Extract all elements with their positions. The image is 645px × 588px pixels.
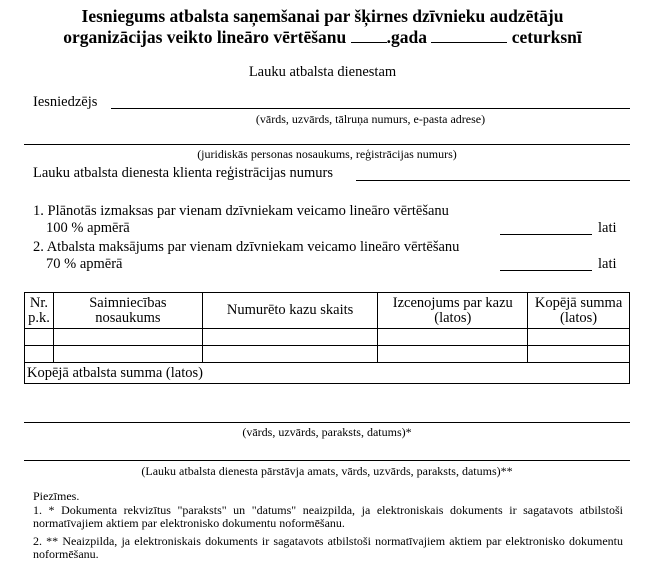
item-2-unit: lati [598, 256, 617, 272]
applicant-name-field[interactable] [111, 108, 630, 109]
officer-signature-field[interactable] [24, 460, 630, 461]
item-1-line-2: 100 % apmērā [46, 220, 130, 236]
signature-caption-1: (vārds, uzvārds, paraksts, datums)* [242, 425, 412, 439]
table-row [25, 329, 630, 346]
signature-caption-2: (Lauku atbalsta dienesta pārstāvja amats, vārds, uzvārds, paraksts, datums)** [141, 464, 513, 478]
applicant-caption-1: (vārds, uzvārds, tālruņa numurs, e-pasta adrese) [255, 112, 486, 126]
cell-nr[interactable] [25, 346, 54, 363]
goats-table [24, 292, 630, 384]
total-support-label: Kopējā atbalsta summa (latos) [27, 364, 203, 381]
addressee: Lauku atbalsta dienestam [248, 64, 397, 80]
quarter-year-blank[interactable] [351, 28, 387, 43]
item-1-amount-field[interactable] [500, 234, 592, 235]
table-total-row [25, 363, 630, 384]
client-reg-field[interactable] [356, 180, 630, 181]
header-farm-name: Saimniecības nosaukums [53, 293, 202, 329]
title-text-a: organizācijas veikto lineāro vērtēšanu [63, 27, 347, 47]
title-text-b: .gada [386, 27, 428, 47]
form-title-line-1: Iesniegums atbalsta saņemšanai par šķirnes dzīvnieku audzētāju [81, 6, 564, 26]
item-2-line-2: 70 % apmērā [46, 256, 123, 272]
cell-farm-name[interactable] [53, 329, 202, 346]
cell-total[interactable] [528, 346, 630, 363]
client-reg-label: Lauku atbalsta dienesta klienta reģistrācijas numurs [33, 165, 333, 181]
applicant-caption-2: (juridiskās personas nosaukums, reģistrācijas numurs) [197, 147, 457, 161]
cell-goat-count[interactable] [202, 346, 378, 363]
applicant-label: Iesniedzējs [33, 94, 98, 110]
item-2-amount-field[interactable] [500, 270, 592, 271]
item-1-line-1: 1. Plānotās izmaksas par vienam dzīvniekam veicamo lineāro vērtēšanu [33, 203, 449, 219]
cell-price[interactable] [378, 346, 528, 363]
item-2-line-1: 2. Atbalsta maksājums par vienam dzīvniekam veicamo lineāro vērtēšanu [33, 239, 460, 255]
cell-price[interactable] [378, 329, 528, 346]
notes-heading: Piezīmes. [33, 489, 80, 503]
header-total-sum: Kopējā summa (latos) [528, 293, 630, 329]
cell-farm-name[interactable] [53, 346, 202, 363]
form-title-line-2 [0, 27, 645, 47]
table-row [25, 346, 630, 363]
item-1-unit: lati [598, 220, 617, 236]
cell-goat-count[interactable] [202, 329, 378, 346]
cell-nr[interactable] [25, 329, 54, 346]
applicant-legal-field[interactable] [24, 144, 630, 145]
table-header-row [25, 293, 630, 329]
applicant-signature-field[interactable] [24, 422, 630, 423]
header-goat-count: Numurēto kazu skaits [202, 293, 378, 329]
note-1: 1. * Dokumenta rekvizītus "paraksts" un "datums" neaizpilda, ja elektroniskais dokuments ir sagatavots atbilstoši normatīvajiem aktiem par elektronisko dokumentu noformēšanu. [33, 503, 623, 531]
header-price-per-goat: Izcenojums par kazu (latos) [378, 293, 528, 329]
quarter-number-blank[interactable] [431, 28, 507, 43]
total-support-sum-cell[interactable] [25, 363, 630, 384]
header-nr: Nr. p.k. [25, 293, 54, 329]
note-2: 2. ** Neaizpilda, ja elektroniskais dokuments ir sagatavots atbilstoši normatīvajiem aktiem par elektronisko dokumentu noformēšanu. [33, 534, 623, 562]
title-text-c: ceturksnī [511, 27, 582, 47]
cell-total[interactable] [528, 329, 630, 346]
